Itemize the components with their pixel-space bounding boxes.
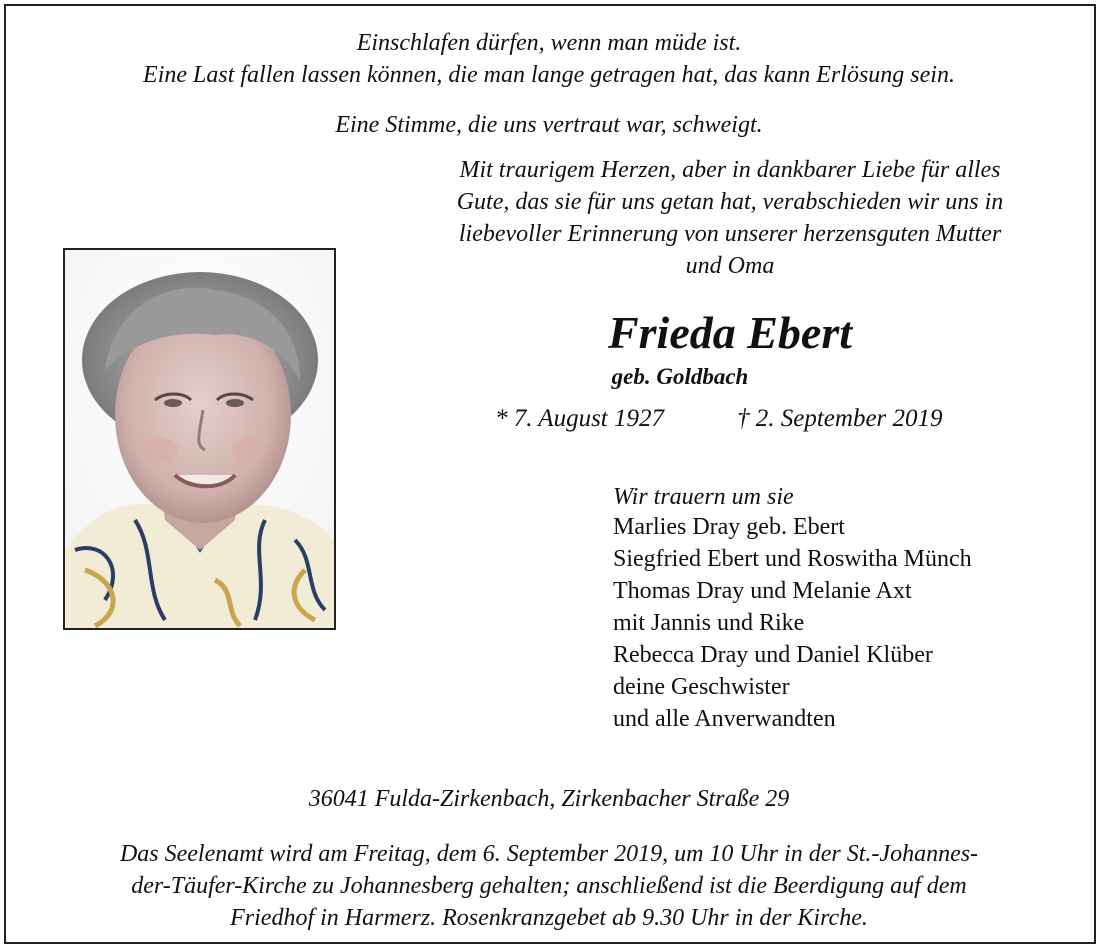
mourner-line: Rebecca Dray und Daniel Klüber <box>613 642 933 668</box>
mourner-line: mit Jannis und Rike <box>613 610 805 636</box>
mourner-line: und alle Anverwandten <box>613 706 836 732</box>
service-line-1: Das Seelenamt wird am Freitag, dem 6. September 2019, um 10 Uhr in der St.-Johannes- <box>119 841 979 867</box>
deceased-name: Frieda Ebert <box>607 307 853 358</box>
death-date: † 2. September 2019 <box>737 405 943 432</box>
maiden-name: geb. Goldbach <box>611 364 749 389</box>
service-line-3: Friedhof in Harmerz. Rosenkranzgebet ab 9.30 Uhr in der Kirche. <box>230 905 868 931</box>
mourners-heading: Wir trauern um sie <box>613 484 794 510</box>
mourner-line: Thomas Dray und Melanie Axt <box>613 578 912 604</box>
verse-line-1: Einschlafen dürfen, wenn man müde ist. <box>356 30 742 56</box>
mourner-line: Marlies Dray geb. Ebert <box>613 514 845 540</box>
intro-line-4: und Oma <box>685 253 775 279</box>
mourner-line: deine Geschwister <box>613 674 790 700</box>
address-line: 36041 Fulda-Zirkenbach, Zirkenbacher Straße 29 <box>308 786 790 812</box>
portrait-photo <box>63 248 336 630</box>
intro-line-1: Mit traurigem Herzen, aber in dankbarer Liebe für alles <box>459 157 1001 183</box>
birth-date: * 7. August 1927 <box>495 405 664 432</box>
verse-line-3: Eine Stimme, die uns vertraut war, schweigt. <box>335 112 763 138</box>
verse-line-2: Eine Last fallen lassen können, die man lange getragen hat, das kann Erlösung sein. <box>143 62 955 88</box>
intro-line-3: liebevoller Erinnerung von unserer herzensguten Mutter <box>458 221 1002 247</box>
mourner-line: Siegfried Ebert und Roswitha Münch <box>613 546 972 572</box>
intro-line-2: Gute, das sie für uns getan hat, verabschieden wir uns in <box>456 189 1004 215</box>
service-line-2: der-Täufer-Kirche zu Johannesberg gehalten; anschließend ist die Beerdigung auf dem <box>131 873 967 899</box>
